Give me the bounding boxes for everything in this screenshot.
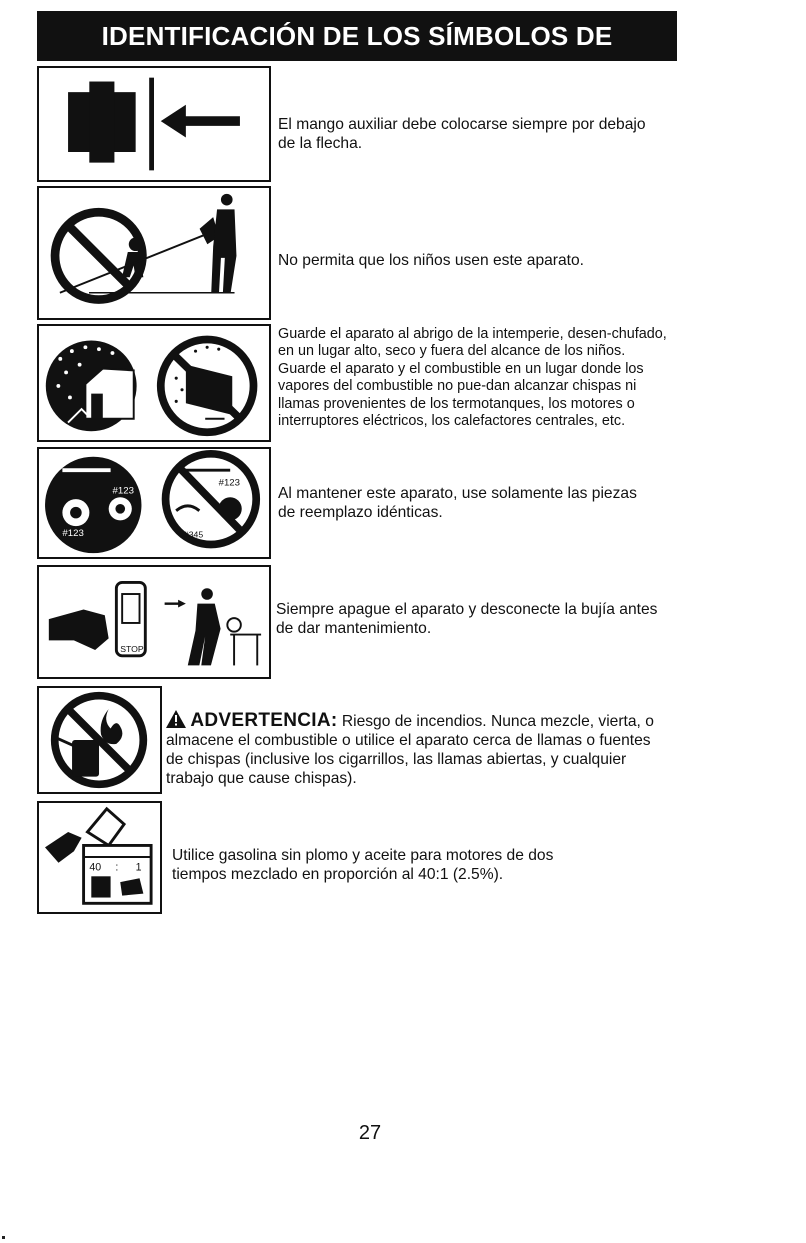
replacement-parts-icon bbox=[39, 449, 269, 557]
section-title: IDENTIFICACIÓN DE LOS SÍMBOLOS DE SEGURIDAD bbox=[37, 11, 677, 61]
symbol-text-2: No permita que los niños usen este aparato. bbox=[278, 252, 584, 269]
part-number-label: #345 bbox=[183, 529, 204, 540]
symbol-box-4 bbox=[37, 447, 271, 559]
stop-before-maintenance-icon bbox=[39, 567, 269, 677]
symbol-box-5 bbox=[37, 565, 271, 679]
page-number: 27 bbox=[358, 1122, 382, 1144]
symbol-text-7: Utilice gasolina sin plomo y aceite para motores de dos tiempos mezclado en proporción al 40:1 (2.5%). bbox=[172, 847, 554, 883]
ratio-right: 1 bbox=[135, 861, 142, 874]
margin-dot bbox=[2, 1236, 5, 1239]
warning-icon bbox=[166, 710, 186, 728]
stop-label: STOP bbox=[120, 643, 144, 654]
symbol-box-6 bbox=[37, 686, 162, 794]
symbol-text-4: Al mantener este aparato, use solamente las piezas de reemplazo idénticas. bbox=[278, 485, 637, 521]
fuel-mix-icon bbox=[39, 803, 160, 912]
symbol-text-3: Guarde el aparato al abrigo de la intemperie, desen-chufado, en un lugar alto, seco y fuera del alcance de los niños. Guarde el aparato y el combustible en un lugar donde los vapores del combustible no pue-dan alcanzar chispas ni llamas provenientes de los termotanques, los motores o interruptores eléctricos, los calefactores centrales, etc. bbox=[278, 326, 667, 430]
symbol-text-5: Siempre apague el aparato y desconecte la bujía antes de dar mantenimiento. bbox=[276, 601, 658, 637]
no-children-icon bbox=[39, 188, 269, 318]
symbol-box-3 bbox=[37, 324, 271, 442]
symbol-box-1 bbox=[37, 66, 271, 182]
ratio-left: 40 bbox=[89, 861, 102, 874]
symbol-box-2 bbox=[37, 186, 271, 320]
auxiliary-handle-arrow-icon bbox=[39, 68, 269, 180]
warning-text: Riesgo de incendios. Nunca mezcle, vierta, o almacene el combustible o utilice el aparato cerca de llamas o fuentes de chispas (inclusive los cigarrillos, las llamas abiertas, y cualquier trabajo que cause chispas). bbox=[166, 713, 654, 787]
storage-icon bbox=[39, 326, 269, 440]
symbol-box-7 bbox=[37, 801, 162, 914]
symbol-text-1: El mango auxiliar debe colocarse siempre por debajo de la flecha. bbox=[278, 116, 646, 152]
warning-block bbox=[166, 710, 666, 788]
ratio-separator: : bbox=[115, 861, 119, 874]
part-number-label: #123 bbox=[62, 527, 84, 539]
part-number-label: #123 bbox=[112, 485, 134, 497]
warning-title: ADVERTENCIA: bbox=[190, 710, 338, 731]
no-fire-icon bbox=[39, 688, 160, 792]
part-number-label: #123 bbox=[218, 477, 241, 489]
